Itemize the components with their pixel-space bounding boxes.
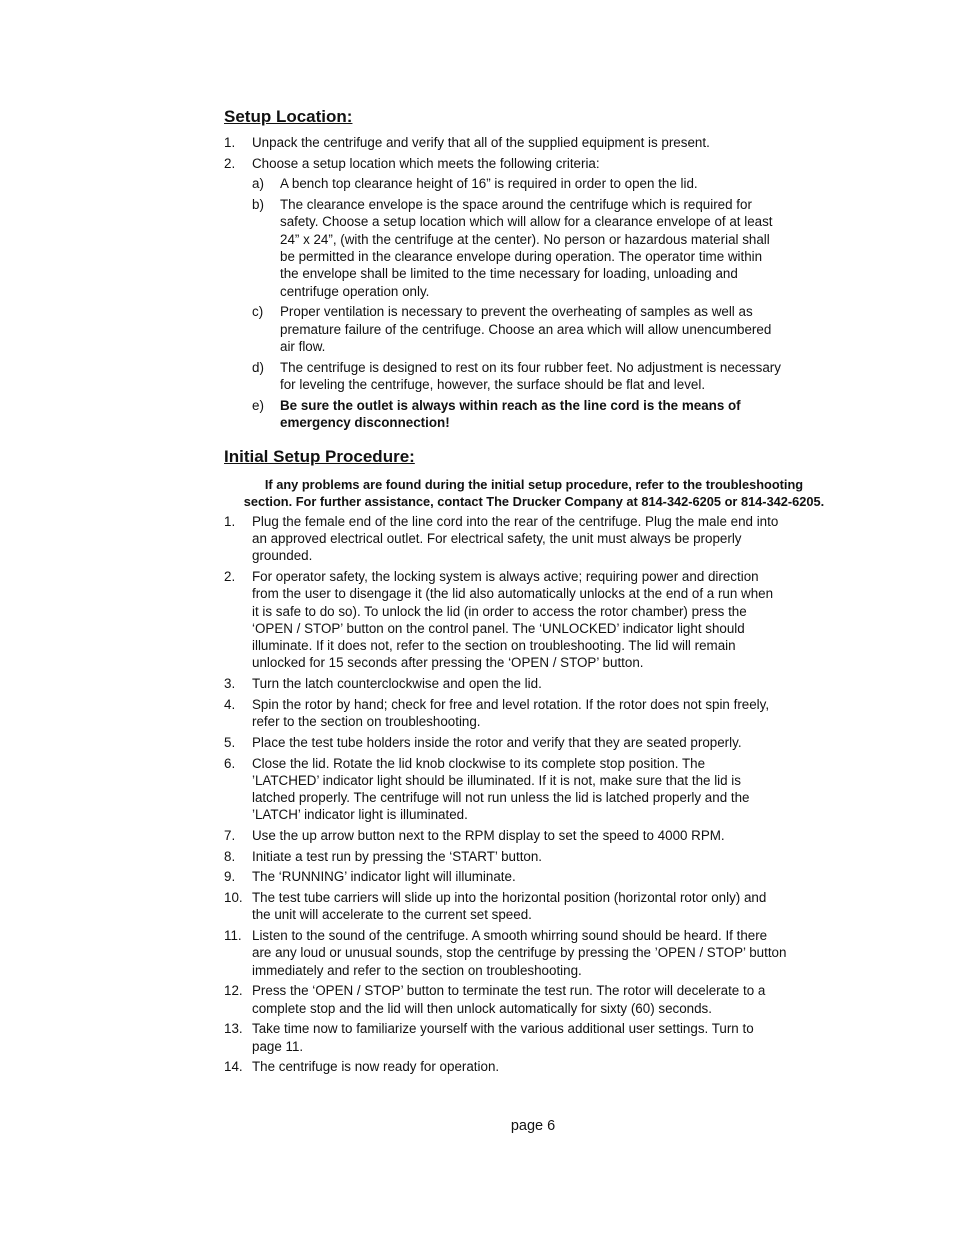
- list-number: 14.: [224, 1059, 243, 1075]
- list-number: 9.: [224, 869, 236, 885]
- list-text: Take time now to familiarize yourself with the various additional user settings. Turn to page 11.: [252, 1021, 754, 1054]
- phone-number-2: 814-342-6205.: [740, 494, 825, 510]
- list-number: 8.: [224, 848, 236, 864]
- list-text: Choose a setup location which meets the following criteria:: [252, 155, 600, 171]
- list-item: [224, 734, 824, 751]
- list-item: [224, 868, 824, 885]
- list-text: Spin the rotor by hand; check for free and level rotation. If the rotor does not spin freely, refer to the section on troubleshooting.: [252, 696, 770, 730]
- list-text: The ‘RUNNING’ indicator light will illuminate.: [252, 869, 516, 885]
- sub-list-text: A bench top clearance height of 16” is required in order to open the lid.: [280, 176, 698, 192]
- list-item: [224, 1020, 824, 1055]
- list-item: [224, 513, 824, 565]
- initial-setup-heading: Initial Setup Procedure:: [224, 447, 415, 467]
- list-text: Turn the latch counterclockwise and open the lid.: [252, 676, 542, 692]
- sub-list-item: [252, 303, 824, 355]
- list-text: The test tube carriers will slide up into the horizontal position (horizontal rotor only) and the unit will accelerate to the current set speed.: [252, 890, 767, 923]
- list-number: 7.: [224, 828, 236, 844]
- list-text: Place the test tube holders inside the rotor and verify that they are seated properly.: [252, 734, 742, 750]
- list-item: [224, 889, 824, 924]
- outlet-warning-text: Be sure the outlet is always within reach as the line cord is the means of emergency disconnection!: [280, 397, 741, 430]
- list-item: [224, 134, 824, 151]
- list-number: 3.: [224, 676, 236, 692]
- notice-line-1: If any problems are found during the initial setup procedure, refer to the troubleshooting: [264, 477, 804, 493]
- sub-list-item-warning: [252, 397, 824, 432]
- list-item: [224, 568, 824, 672]
- sub-list-letter: b): [252, 197, 264, 213]
- list-text: Close the lid. Rotate the lid knob clockwise to its complete stop position. The ’LATCHED’ indicator light should be illuminated. If it is not, make sure that the lid is latched properly. The centrifuge will not run unless the lid is latched properly and the ’LATCH’ indicator light is illuminated.: [252, 755, 750, 823]
- sub-list-item: [252, 175, 824, 192]
- list-item: [224, 982, 824, 1017]
- list-number: 10.: [224, 890, 243, 906]
- phone-number-1: 814-342-6205: [641, 494, 722, 510]
- list-number: 5.: [224, 734, 236, 750]
- list-item: [224, 1058, 824, 1075]
- list-number: 11.: [224, 928, 242, 944]
- list-text: Press the ‘OPEN / STOP’ button to terminate the test run. The rotor will decelerate to a complete stop and the lid will then unlock automatically for sixty (60) seconds.: [252, 983, 766, 1016]
- list-number: 1.: [224, 513, 236, 529]
- page-content: [224, 106, 824, 1079]
- sub-list-letter: e): [252, 397, 264, 413]
- notice-line-2-text: section. For further assistance, contact The Drucker Company at: [243, 494, 642, 510]
- setup-location-heading: Setup Location:: [224, 107, 353, 126]
- list-number: 2.: [224, 568, 236, 584]
- list-number: 2.: [224, 155, 236, 171]
- sub-list-text: The centrifuge is designed to rest on its four rubber feet. No adjustment is necessary for leveling the centrifuge, however, the surface should be flat and level.: [280, 359, 781, 392]
- list-item: [224, 696, 824, 731]
- list-text: Initiate a test run by pressing the ‘START’ button.: [252, 848, 543, 864]
- list-number: 13.: [224, 1021, 243, 1037]
- list-text: For operator safety, the locking system is always active; requiring power and direction from the user to disengage it (the lid also automatically unlocks at the end of a run when it is safe to do so). To unlock the lid (in order to access the rotor chamber) press the ‘OPEN / STOP’ button on the control panel. The ‘UNLOCKED’ indicator light should illuminate. If it does not, refer to the section on troubleshooting. The lid will remain unlocked for 15 seconds after pressing the ‘OPEN / STOP’ button.: [252, 568, 774, 671]
- sub-list-letter: a): [252, 176, 264, 192]
- list-number: 4.: [224, 696, 236, 712]
- list-item: [224, 155, 824, 172]
- list-text: Listen to the sound of the centrifuge. A smooth whirring sound should be heard. If there are any loud or unusual sounds, stop the centrifuge by pressing the ’OPEN / STOP’ button immediately and refer to the section on troubleshooting.: [252, 928, 787, 978]
- list-text: Plug the female end of the line cord into the rear of the centrifuge. Plug the male end into an approved electrical outlet. For electrical safety, the unit must always be properly grounded.: [252, 513, 779, 564]
- sub-list-text: The clearance envelope is the space around the centrifuge which is required for safety. Choose a setup location which will allow for a clearance envelope of at least 24” x 24”, (with the centrifuge at the center). No person or hazardous material shall be permitted in the clearance envelope during operation. The operator time within the envelope shall be limited to the time necessary for loading, unloading and centrifuge operation only.: [280, 197, 773, 299]
- list-text: Use the up arrow button next to the RPM display to set the speed to 4000 RPM.: [252, 828, 725, 844]
- sub-list-letter: c): [252, 304, 264, 320]
- list-item: [224, 755, 824, 824]
- list-text: The centrifuge is now ready for operation.: [252, 1059, 500, 1075]
- list-number: 6.: [224, 755, 236, 771]
- list-item: [224, 675, 824, 692]
- troubleshooting-notice: [224, 476, 844, 511]
- page-number: page 6: [510, 1118, 556, 1134]
- list-number: 1.: [224, 135, 236, 150]
- sub-list-item: [252, 196, 824, 300]
- list-number: 12.: [224, 983, 243, 999]
- notice-or: or: [721, 494, 741, 510]
- list-item: [224, 827, 824, 844]
- notice-line-2: [224, 493, 844, 510]
- sub-list-letter: d): [252, 359, 264, 375]
- list-text: Unpack the centrifuge and verify that all of the supplied equipment is present.: [252, 135, 710, 150]
- sub-list-text: Proper ventilation is necessary to prevent the overheating of samples as well as premature failure of the centrifuge. Choose an area which will allow unencumbered air flow.: [280, 304, 772, 354]
- list-item: [224, 927, 824, 979]
- sub-list-item: [252, 359, 824, 394]
- list-item: [224, 848, 824, 865]
